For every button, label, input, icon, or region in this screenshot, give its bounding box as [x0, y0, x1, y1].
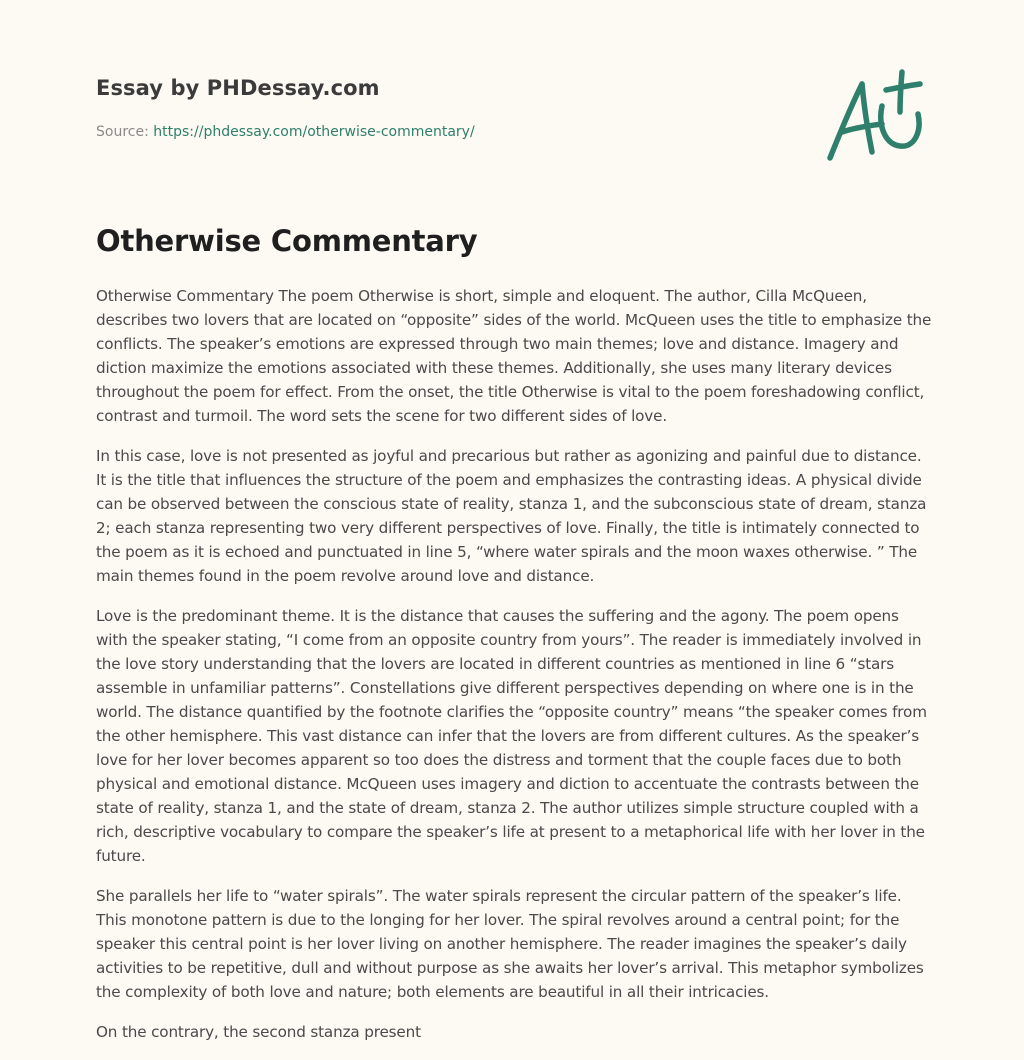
- paragraph: Love is the predominant theme. It is the distance that causes the suffering and the agony. The poem opens with the speaker stating, “I come from an opposite country from yours”. The reader is immediately involved in the love story understanding that the lovers are located in different countries as mentioned in line 6 “stars assemble in unfamiliar patterns”. Constellations give different perspectives depending on where one is in the world. The distance quantified by the footnote clarifies the “opposite country” means “the speaker comes from the other hemisphere. This vast distance can infer that the lovers are from different cultures. As the speaker’s love for her lover becomes apparent so too does the distress and torment that the couple faces due to both physical and emotional distance. McQueen uses imagery and diction to accentuate the contrasts between the state of reality, stanza 1, and the state of dream, stanza 2. The author utilizes simple structure coupled with a rich, descriptive vocabulary to compare the speaker’s life at present to a metaphorical life with her lover in the future.: [96, 607, 927, 865]
- paragraph: On the contrary, the second stanza present: [96, 1023, 421, 1041]
- site-brand: Essay by PHDessay.com: [96, 76, 380, 100]
- source-line: [96, 124, 475, 140]
- essay-body: [96, 284, 932, 1060]
- paragraph: Otherwise Commentary The poem Otherwise is short, simple and eloquent. The author, Cilla McQueen, describes two lovers that are located on “opposite” sides of the world. McQueen uses the title to emphasize the conflicts. The speaker’s emotions are expressed through two main themes; love and distance. Imagery and diction maximize the emotions associated with these themes. Additionally, she uses many literary devices throughout the poem for effect. From the onset, the title Otherwise is vital to the poem foreshadowing conflict, contrast and turmoil. The word sets the scene for two different sides of love.: [96, 287, 932, 425]
- paragraph: She parallels her life to “water spirals”. The water spirals represent the circular pattern of the speaker’s life. This monotone pattern is due to the longing for her lover. The spiral revolves around a central point; for the speaker this central point is her lover living on another hemisphere. The reader imagines the speaker’s daily activities to be repetitive, dull and without purpose as she awaits her lover’s arrival. This metaphor symbolizes the complexity of both love and nature; both elements are beautiful in all their intricacies.: [96, 887, 924, 1001]
- source-link[interactable]: https://phdessay.com/otherwise-commentary/: [153, 124, 475, 140]
- a-plus-grade-logo: [820, 66, 930, 166]
- essay-title: Otherwise Commentary: [96, 224, 478, 258]
- essay-header: [96, 76, 936, 140]
- source-label: Source:: [96, 124, 154, 140]
- paragraph: In this case, love is not presented as joyful and precarious but rather as agonizing and painful due to distance. It is the title that influences the structure of the poem and emphasizes the contrasting ideas. A physical divide can be observed between the conscious state of reality, stanza 1, and the subconscious state of dream, stanza 2; each stanza representing two very different perspectives of love. Finally, the title is intimately connected to the poem as it is echoed and punctuated in line 5, “where water spirals and the moon waxes otherwise. ” The main themes found in the poem revolve around love and distance.: [96, 447, 927, 585]
